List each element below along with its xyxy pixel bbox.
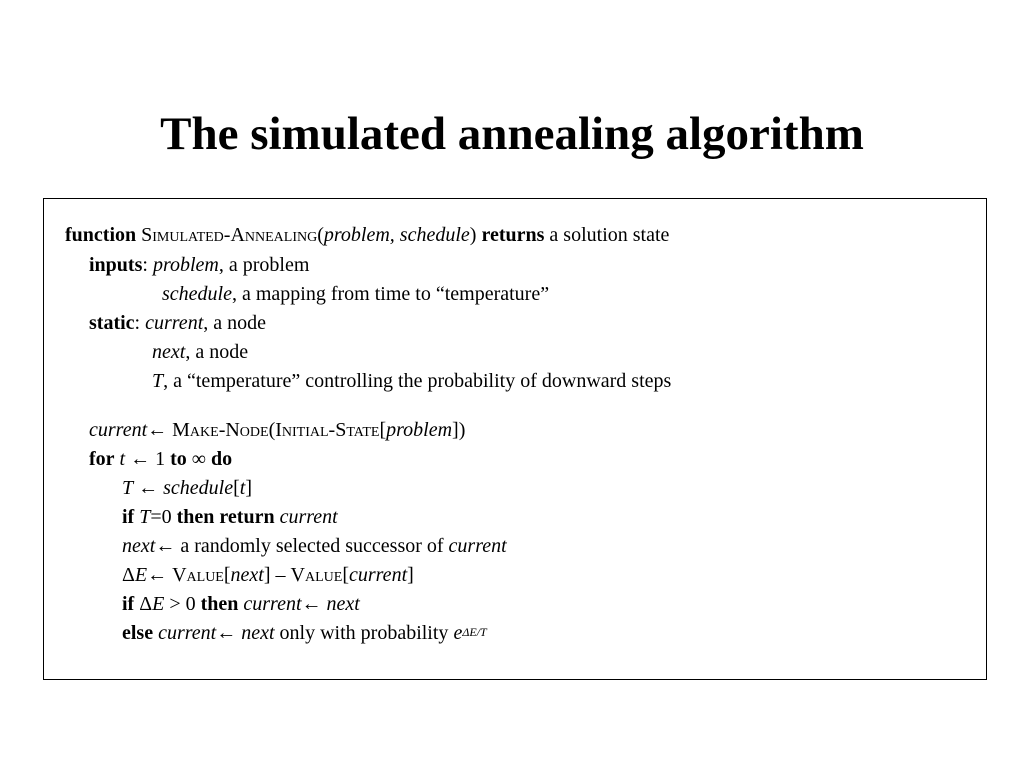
body-var-T: T: [122, 477, 134, 499]
arrow-symbol: ←: [216, 622, 237, 644]
do-keyword: do: [211, 448, 233, 470]
schedule-fn: schedule: [163, 477, 234, 499]
bracket-minus: ] –: [263, 564, 291, 586]
assign-var-next: next: [122, 535, 156, 557]
if-keyword: if: [122, 506, 135, 528]
value-fn: Value: [290, 564, 343, 586]
then-keyword: then: [200, 593, 239, 615]
assign-rhs: next: [326, 593, 360, 615]
input-var-problem: problem: [152, 254, 219, 276]
inputs-colon: :: [142, 254, 148, 276]
static-desc-T: , a “temperature” controlling the probability of downward steps: [163, 370, 672, 392]
inputs-line-1: [89, 253, 309, 277]
slide-title: The simulated annealing algorithm: [160, 108, 864, 160]
value-fn: Value: [172, 564, 224, 586]
function-name: Simulated-Annealing: [141, 224, 318, 246]
body-line-5: [122, 592, 360, 616]
successor-arg: current: [448, 535, 507, 557]
input-var-schedule: schedule: [162, 283, 232, 305]
function-header-line: [65, 223, 669, 247]
bracket-open: [: [342, 564, 349, 586]
algorithm-box: [43, 198, 987, 680]
static-label: static: [89, 312, 135, 334]
then-return-keyword: then return: [176, 506, 275, 528]
value-arg-next: next: [230, 564, 264, 586]
arrow-symbol: ←: [301, 593, 322, 615]
cond-var-T: T: [139, 506, 151, 528]
body-line-4: [122, 563, 414, 587]
to-keyword: to: [170, 448, 187, 470]
arrow-symbol: ←: [130, 448, 151, 470]
input-desc-schedule: , a mapping from time to “temperature”: [231, 283, 550, 305]
static-var-current: current: [145, 312, 204, 334]
static-desc-next: , a node: [185, 341, 249, 363]
energy-var: E: [152, 593, 165, 615]
inputs-label: inputs: [89, 254, 143, 276]
assign-rhs: next: [241, 622, 275, 644]
open-paren: (: [317, 224, 324, 246]
returns-keyword: returns: [481, 224, 545, 246]
static-var-next: next: [152, 341, 186, 363]
init-bracket-close: ]): [452, 419, 466, 441]
delta-symbol: Δ: [122, 564, 135, 586]
return-description: a solution state: [549, 224, 670, 246]
infinity-symbol: ∞: [191, 448, 207, 470]
function-params: problem, schedule: [323, 224, 470, 246]
exp-exponent: ΔE/T: [462, 625, 487, 639]
static-var-T: T: [152, 370, 164, 392]
return-value: current: [279, 506, 338, 528]
for-keyword: for: [89, 448, 115, 470]
value-arg-current: current: [348, 564, 408, 586]
loop-var: t: [119, 448, 126, 470]
probability-text: only with probability: [279, 622, 449, 644]
inputs-line-2: [162, 282, 549, 306]
body-line-6: [122, 621, 487, 647]
bracket-open: [: [233, 477, 240, 499]
static-colon: :: [134, 312, 141, 334]
cond-greater-zero: > 0: [164, 593, 196, 615]
arrow-symbol: ←: [147, 564, 168, 586]
function-keyword: function: [65, 224, 137, 246]
energy-var: E: [134, 564, 148, 586]
delta-symbol: Δ: [139, 593, 153, 615]
if-keyword: if: [122, 593, 135, 615]
cond-eq-zero: =0: [150, 506, 172, 528]
assign-lhs: current: [243, 593, 302, 615]
init-bracket-open: [: [379, 419, 387, 441]
assign-lhs: current: [158, 622, 217, 644]
init-var: current: [89, 419, 148, 441]
body-line-2: [122, 505, 338, 529]
bracket-open: [: [223, 564, 231, 586]
schedule-arg: t: [239, 477, 246, 499]
bracket-close: ]: [245, 477, 253, 499]
init-arg: problem: [386, 419, 453, 441]
successor-text: a randomly selected successor of: [180, 535, 444, 557]
make-node-fn: Make-Node: [172, 419, 269, 441]
close-paren: ): [469, 224, 477, 246]
static-line-2: [152, 340, 248, 364]
for-loop-line: [89, 447, 232, 471]
arrow-symbol: ←: [155, 535, 176, 557]
static-line-3: [152, 369, 671, 393]
static-desc-current: , a node: [203, 312, 267, 334]
body-line-1: [122, 476, 252, 500]
arrow-symbol: ←: [147, 419, 168, 441]
exp-base: e: [453, 622, 463, 644]
bracket-close: ]: [407, 564, 414, 586]
input-desc-problem: , a problem: [218, 254, 310, 276]
initial-state-fn: Initial-State: [275, 419, 380, 441]
init-line: [89, 418, 465, 442]
arrow-symbol: ←: [138, 477, 159, 499]
else-keyword: else: [122, 622, 154, 644]
loop-start: 1: [155, 448, 166, 470]
static-line-1: [89, 311, 266, 335]
body-line-3: [122, 534, 507, 558]
init-paren: (: [268, 419, 276, 441]
